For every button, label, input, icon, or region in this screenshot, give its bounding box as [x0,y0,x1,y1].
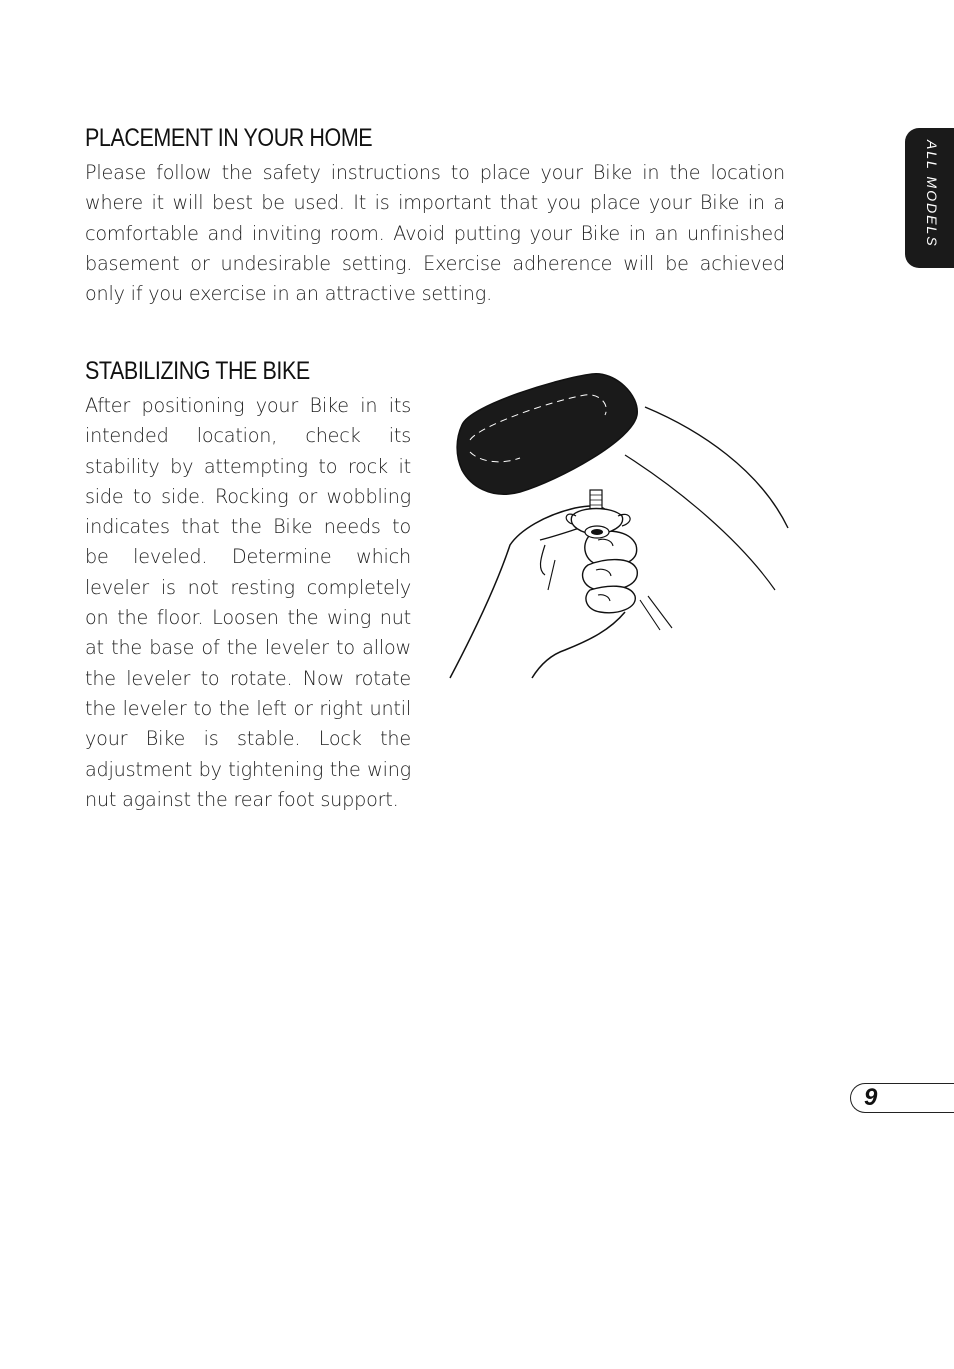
section-heading-placement: PLACEMENT IN YOUR HOME [85,124,373,152]
section-heading-stabilizing: STABILIZING THE BIKE [85,357,310,385]
leveler-illustration [440,365,800,695]
section-body-stabilizing: After positioning your Bike in its intended location, check its stability by attempting to rock it side to side. Rocking or wobbling indicates that the Bike needs to be leveled. Determine which leveler is not resting completely on the floor. Loosen the wing nut at the base of the leveler to allow the leveler to rotate. Now rotate the leveler to the left or right until your Bike is stable. Lock the adjustment by tightening the wing nut against the rear foot support. [85,394,411,811]
side-tab-label: ALL MODELS [924,140,940,248]
page-number: 9 [864,1084,878,1111]
section-body-placement: Please follow the safety instructions to place your Bike in the location where it will best be used. It is important that you place your Bike in a comfortable and inviting room. Avoid putting your Bike in an unfinished basement or undesirable setting. Exercise adherence will be achieved only if you exercise in an attractive setting. [85,161,785,306]
